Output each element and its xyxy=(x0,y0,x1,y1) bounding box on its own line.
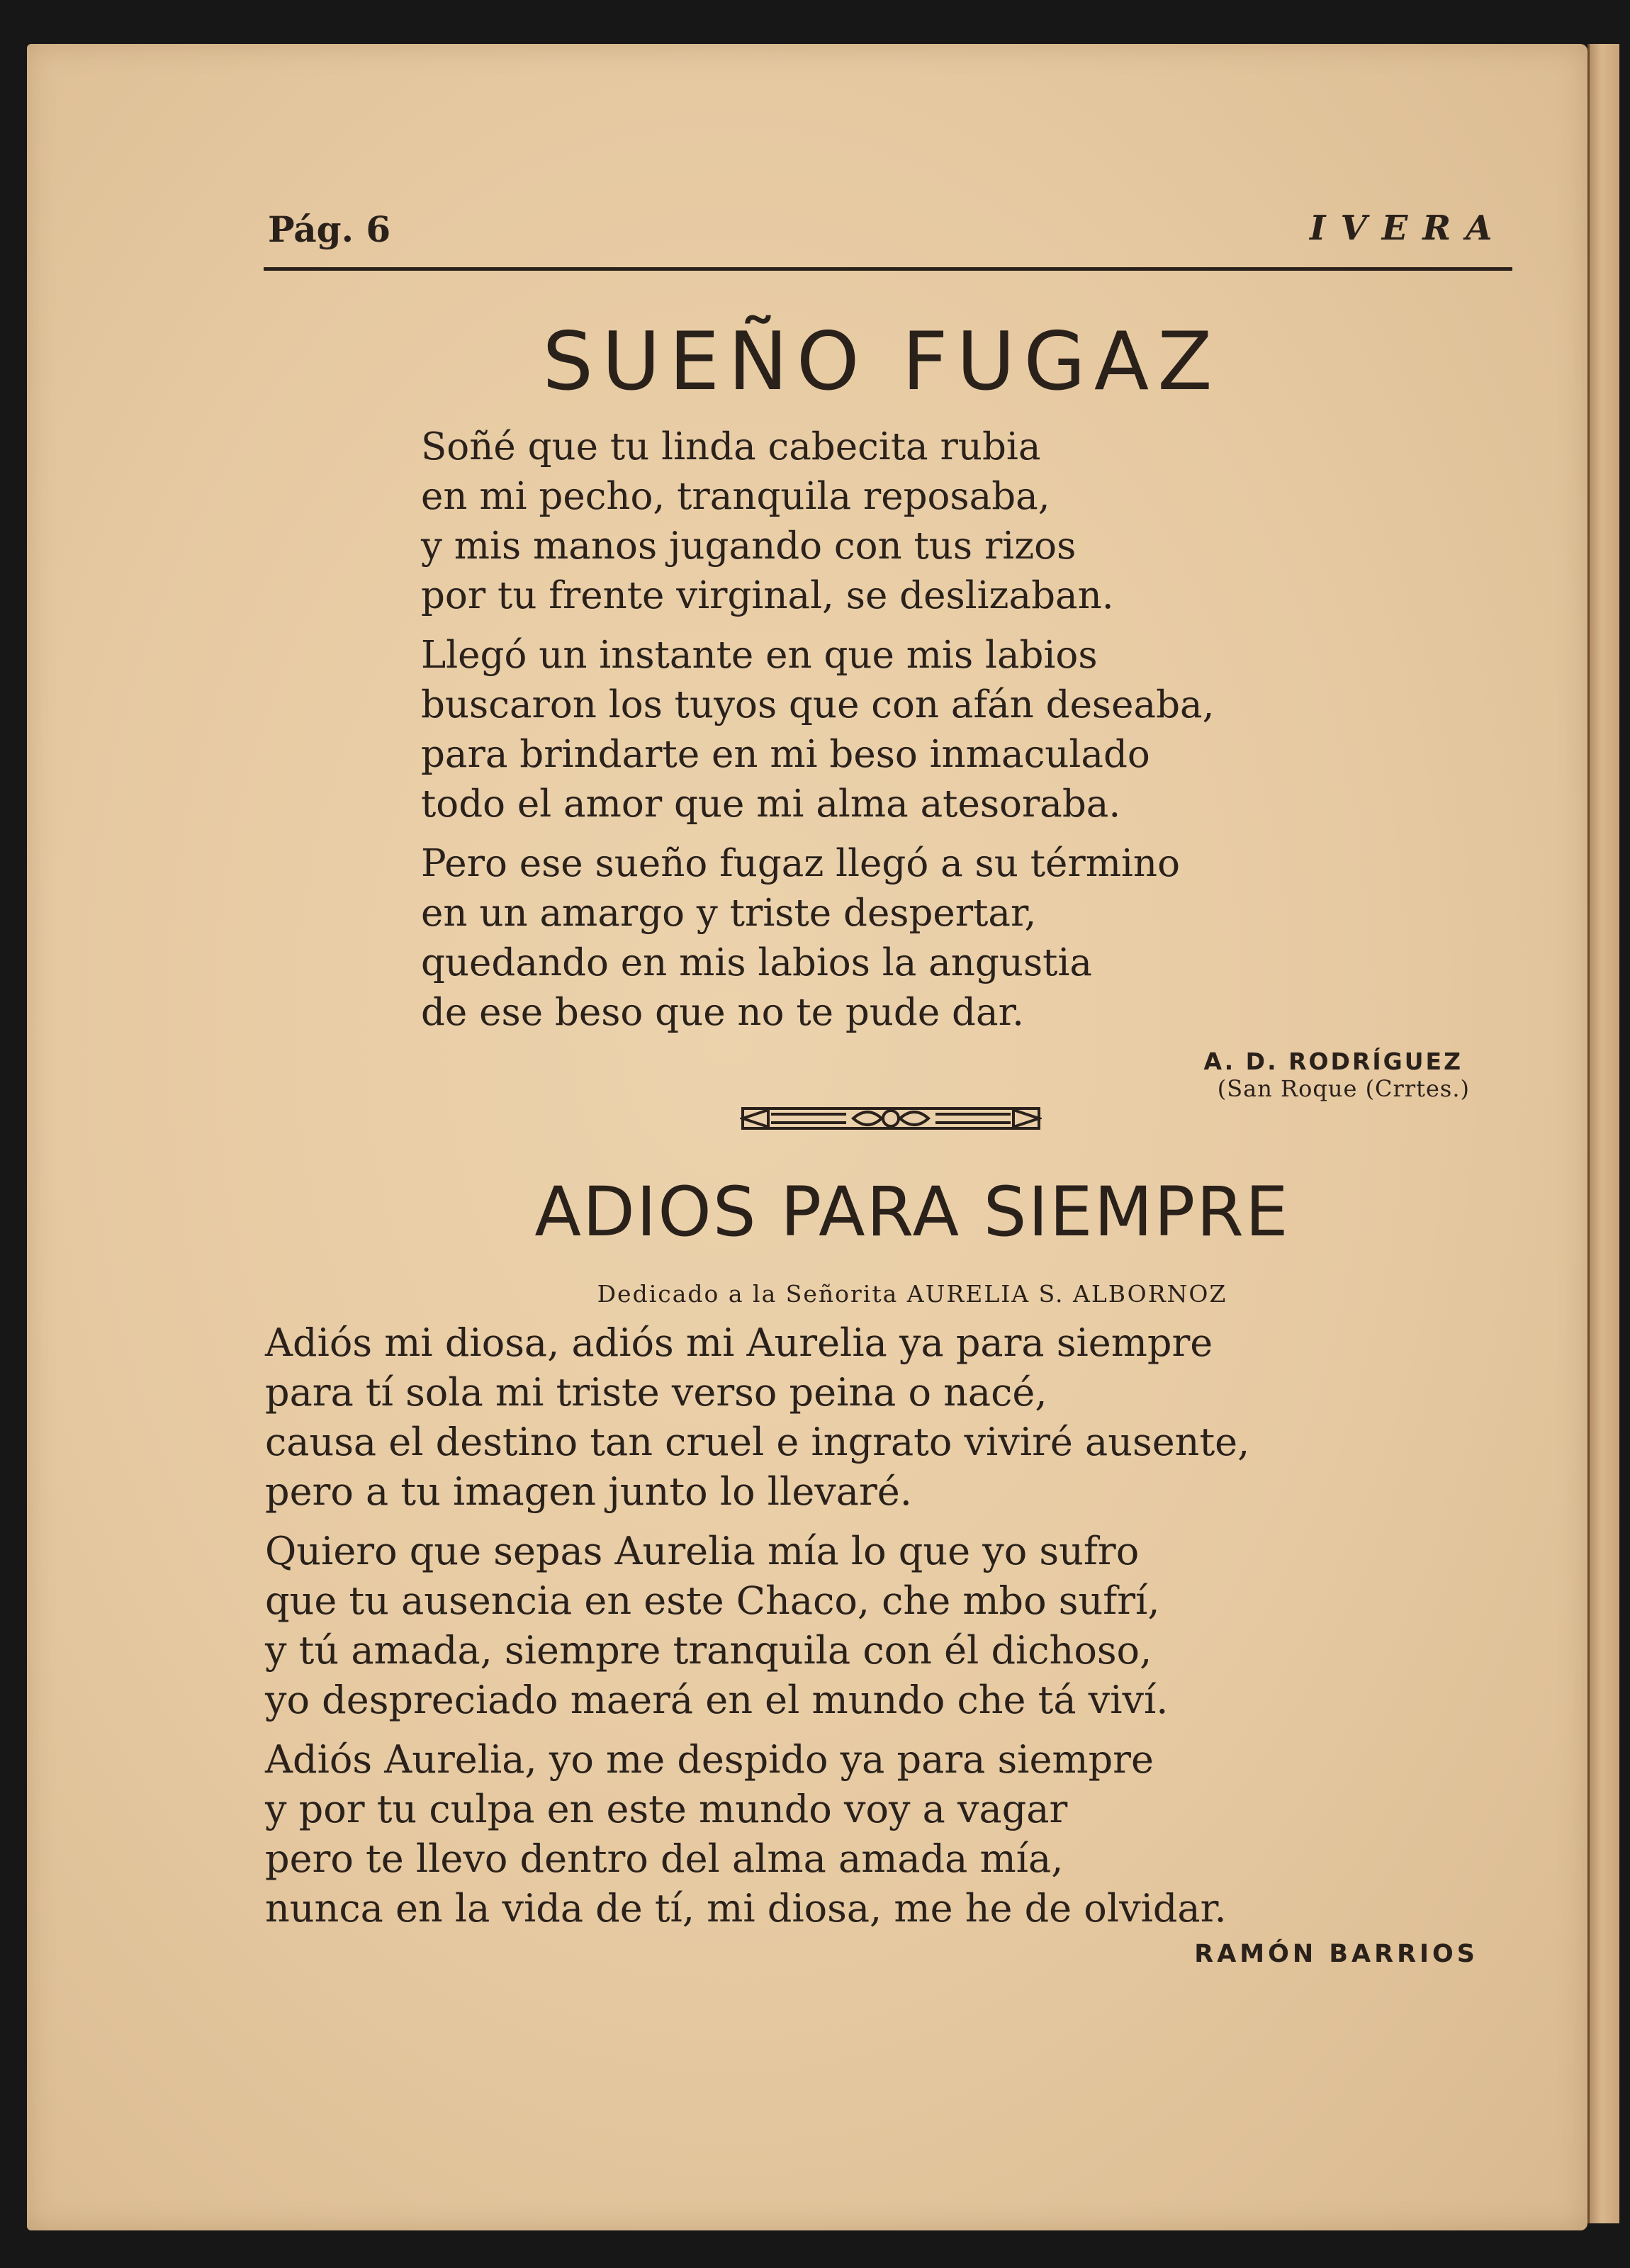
poem2-stanza-3 xyxy=(265,1735,1249,1933)
poem1-stanza-2 xyxy=(421,631,1214,829)
header-rule xyxy=(264,267,1512,271)
poem-line: Adiós Aurelia, yo me despido ya para siempre xyxy=(265,1737,1154,1782)
poem2-author: RAMÓN BARRIOS xyxy=(1194,1940,1478,1968)
poem-line: todo el amor que mi alma atesoraba. xyxy=(421,782,1121,826)
poem2-title: ADIOS PARA SIEMPRE xyxy=(534,1172,1290,1252)
poem-line: de ese beso que no te pude dar. xyxy=(421,991,1024,1034)
poem-line: para brindarte en mi beso inmaculado xyxy=(421,733,1150,776)
poem-line: pero te llevo dentro del alma amada mía, xyxy=(265,1836,1064,1881)
poem-line: Soñé que tu linda cabecita rubia xyxy=(421,425,1041,468)
poem-line: en un amargo y triste despertar, xyxy=(421,892,1037,935)
poem1-place: (San Roque (Crrtes.) xyxy=(1217,1075,1470,1102)
poem2-body xyxy=(265,1318,1249,1943)
poem-line: quedando en mis labios la angustia xyxy=(421,941,1092,984)
poem-line: y por tu culpa en este mundo voy a vagar xyxy=(265,1787,1068,1831)
poem-line: Pero ese sueño fugaz llegó a su término xyxy=(421,842,1180,885)
poem-line: que tu ausencia en este Chaco, che mbo sufrí, xyxy=(265,1578,1160,1623)
poem-line: y mis manos jugando con tus rizos xyxy=(421,524,1077,568)
poem1-title: SUEÑO FUGAZ xyxy=(542,315,1221,408)
page-number: Pág. 6 xyxy=(268,208,391,250)
poem1-author: A. D. RODRÍGUEZ xyxy=(1203,1048,1463,1075)
poem-line: en mi pecho, tranquila reposaba, xyxy=(421,475,1050,518)
poem-line: pero a tu imagen junto lo llevaré. xyxy=(265,1469,912,1514)
poem-line: Adiós mi diosa, adiós mi Aurelia ya para siempre xyxy=(265,1320,1213,1365)
poem1-stanza-1 xyxy=(421,422,1214,621)
poem-line: yo despreciado maerá en el mundo che tá viví. xyxy=(265,1678,1169,1722)
poem-line: Llegó un instante en que mis labios xyxy=(421,634,1098,677)
ornament-divider-icon xyxy=(740,1101,1042,1135)
poem2-dedication: Dedicado a la Señorita AURELIA S. ALBORNOZ xyxy=(597,1280,1227,1308)
poem-line: causa el destino tan cruel e ingrato viviré ausente, xyxy=(265,1420,1250,1464)
poem-line: y tú amada, siempre tranquila con él dichoso, xyxy=(265,1628,1152,1673)
adjacent-page-edge xyxy=(1587,44,1619,2223)
poem1-stanza-3 xyxy=(421,839,1214,1038)
poem-line: buscaron los tuyos que con afán deseaba, xyxy=(421,683,1215,726)
poem2-stanza-1 xyxy=(265,1318,1249,1517)
poem2-stanza-2 xyxy=(265,1527,1249,1725)
poem-line: Quiero que sepas Aurelia mía lo que yo sufro xyxy=(265,1529,1140,1573)
poem-line: por tu frente virginal, se deslizaban. xyxy=(421,574,1114,617)
publication-name: IVERA xyxy=(1310,208,1507,248)
poem1-body xyxy=(421,422,1214,1048)
poem-line: nunca en la vida de tí, mi diosa, me he de olvidar. xyxy=(265,1886,1227,1931)
poem-line: para tí sola mi triste verso peina o nacé, xyxy=(265,1370,1047,1415)
